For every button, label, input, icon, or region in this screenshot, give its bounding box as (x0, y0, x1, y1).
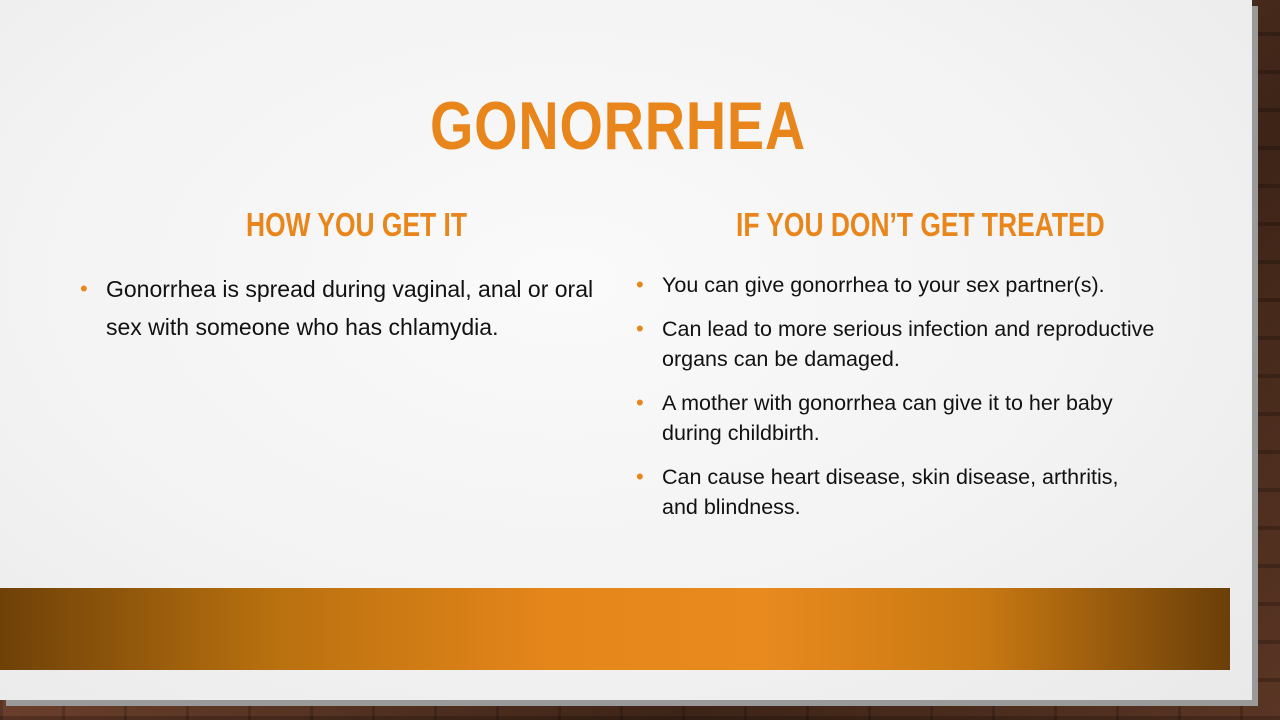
left-bullet-item (80, 270, 600, 346)
right-bullet-item (636, 270, 1156, 300)
bullet-dot-icon: • (636, 316, 644, 341)
slide-title: GONORRHEA (429, 88, 807, 164)
bullet-dot-icon: • (636, 464, 644, 489)
left-bullet-text: Gonorrhea is spread during vaginal, anal or oral sex with someone who has chlamydia. (106, 276, 594, 340)
left-bullet-list (80, 270, 600, 346)
right-bullet-item (636, 314, 1156, 374)
right-bullet-text: Can lead to more serious infection and reproductive organs can be damaged. (662, 317, 1155, 371)
bullet-dot-icon: • (80, 276, 88, 301)
orange-accent-band (0, 588, 1230, 670)
bullet-dot-icon: • (636, 390, 644, 415)
right-bullet-text: Can cause heart disease, skin disease, arthritis, and blindness. (662, 465, 1119, 519)
right-bullet-list (636, 270, 1156, 536)
left-column-heading: HOW YOU GET IT (246, 206, 467, 243)
right-column-heading: IF YOU DON’T GET TREATED (736, 206, 1105, 243)
right-bullet-text: A mother with gonorrhea can give it to her baby during childbirth. (662, 391, 1113, 445)
right-bullet-item (636, 388, 1156, 448)
right-bullet-item (636, 462, 1156, 522)
bullet-dot-icon: • (636, 272, 644, 297)
right-bullet-text: You can give gonorrhea to your sex partner(s). (662, 273, 1105, 297)
